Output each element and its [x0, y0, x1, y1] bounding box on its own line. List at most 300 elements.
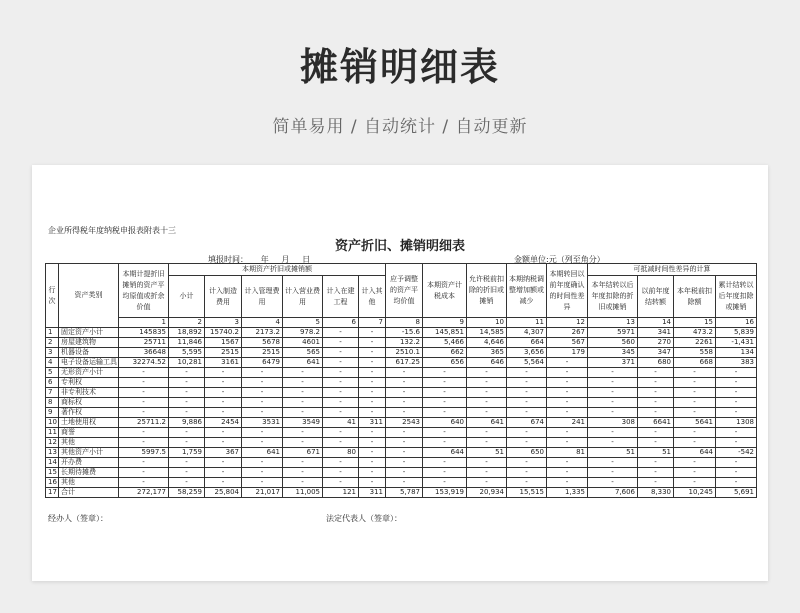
column-number: 6	[323, 318, 359, 328]
value-cell: 646	[467, 358, 507, 368]
value-cell: -	[323, 428, 359, 438]
category-cell: 电子设备运输工具	[59, 358, 119, 368]
value-cell: -	[283, 378, 323, 388]
value-cell: -	[359, 328, 386, 338]
value-cell: -	[283, 428, 323, 438]
value-cell: -	[205, 458, 242, 468]
value-cell: -	[205, 478, 242, 488]
value-cell: -	[119, 388, 169, 398]
value-cell: -	[205, 468, 242, 478]
value-cell: 4,646	[467, 338, 507, 348]
page-subtitle: 简单易用 / 自动统计 / 自动更新	[272, 117, 528, 137]
value-cell: -	[283, 398, 323, 408]
value-cell: -	[169, 388, 205, 398]
value-cell: -	[674, 438, 716, 448]
value-cell: 21,017	[242, 488, 283, 498]
form-id: 企业所得税年度纳税申报表附表十三	[48, 226, 176, 235]
header-col-6: 计入在建工程	[323, 276, 359, 318]
value-cell: -	[323, 338, 359, 348]
value-cell: 565	[283, 348, 323, 358]
value-cell: -	[467, 378, 507, 388]
category-cell: 机器设备	[59, 348, 119, 358]
value-cell: -	[386, 428, 423, 438]
table-row	[46, 448, 757, 458]
value-cell: -	[507, 428, 547, 438]
value-cell: -	[638, 428, 674, 438]
category-cell: 其他	[59, 478, 119, 488]
category-cell: 开办费	[59, 458, 119, 468]
value-cell: -	[423, 428, 467, 438]
value-cell: 473.2	[674, 328, 716, 338]
value-cell: -	[359, 358, 386, 368]
value-cell: 9,886	[169, 418, 205, 428]
value-cell: -	[674, 388, 716, 398]
row-number: 7	[46, 388, 59, 398]
value-cell: -	[386, 388, 423, 398]
value-cell: 5641	[674, 418, 716, 428]
column-number: 3	[205, 318, 242, 328]
value-cell: -	[547, 478, 588, 488]
value-cell: -	[588, 368, 638, 378]
value-cell: 8,330	[638, 488, 674, 498]
value-cell: 6479	[242, 358, 283, 368]
document-sheet	[32, 165, 768, 581]
value-cell: -	[119, 408, 169, 418]
value-cell: 5997.5	[119, 448, 169, 458]
value-cell: -	[323, 388, 359, 398]
value-cell: 51	[638, 448, 674, 458]
value-cell: -	[242, 408, 283, 418]
category-cell: 著作权	[59, 408, 119, 418]
value-cell: -	[323, 468, 359, 478]
value-cell: 5,787	[386, 488, 423, 498]
value-cell: -	[169, 468, 205, 478]
value-cell: 270	[638, 338, 674, 348]
header-col-4: 计入管理费用	[242, 276, 283, 318]
value-cell: -	[638, 438, 674, 448]
value-cell: -	[638, 368, 674, 378]
value-cell: 51	[588, 448, 638, 458]
table-body	[46, 328, 757, 498]
column-number: 14	[638, 318, 674, 328]
value-cell: 2454	[205, 418, 242, 428]
value-cell: -	[242, 468, 283, 478]
value-cell: -	[323, 348, 359, 358]
column-number: 16	[716, 318, 757, 328]
value-cell: -15.6	[386, 328, 423, 338]
value-cell: 664	[507, 338, 547, 348]
value-cell: 674	[507, 418, 547, 428]
value-cell: 179	[547, 348, 588, 358]
header-rownum: 行次	[46, 264, 59, 328]
value-cell: -	[119, 438, 169, 448]
value-cell: 25711.2	[119, 418, 169, 428]
column-number: 5	[283, 318, 323, 328]
value-cell: 11,005	[283, 488, 323, 498]
value-cell: -1,431	[716, 338, 757, 348]
value-cell: 58,259	[169, 488, 205, 498]
value-cell: 5678	[242, 338, 283, 348]
table-row	[46, 488, 757, 498]
value-cell: -	[638, 458, 674, 468]
value-cell: -	[638, 468, 674, 478]
value-cell: 10,245	[674, 488, 716, 498]
header-col-9: 本期资产计税成本	[423, 264, 467, 318]
table-row	[46, 358, 757, 368]
value-cell: -	[359, 408, 386, 418]
value-cell: -	[716, 398, 757, 408]
value-cell: -	[507, 378, 547, 388]
page-title: 摊销明细表	[299, 45, 500, 89]
value-cell: -	[242, 428, 283, 438]
header-col-15: 本年税前扣除额	[674, 276, 716, 318]
value-cell: 2543	[386, 418, 423, 428]
value-cell: -	[283, 388, 323, 398]
value-cell: -	[386, 448, 423, 458]
row-number: 2	[46, 338, 59, 348]
value-cell: -	[716, 458, 757, 468]
value-cell: -	[716, 408, 757, 418]
value-cell: -	[467, 428, 507, 438]
row-number: 4	[46, 358, 59, 368]
value-cell: -	[674, 368, 716, 378]
value-cell: 656	[423, 358, 467, 368]
value-cell: 15,515	[507, 488, 547, 498]
value-cell: -	[588, 388, 638, 398]
header-col-12: 本期转回以前年度确认的时间性差异	[547, 264, 588, 318]
value-cell: 3531	[242, 418, 283, 428]
row-number: 13	[46, 448, 59, 458]
value-cell: 5,466	[423, 338, 467, 348]
row-number: 10	[46, 418, 59, 428]
value-cell: 5,564	[507, 358, 547, 368]
row-number: 15	[46, 468, 59, 478]
value-cell: -	[507, 368, 547, 378]
value-cell: -	[716, 438, 757, 448]
value-cell: 145,851	[423, 328, 467, 338]
value-cell: -	[169, 398, 205, 408]
value-cell: 32274.52	[119, 358, 169, 368]
value-cell: -	[386, 438, 423, 448]
value-cell: 644	[674, 448, 716, 458]
value-cell: 6641	[638, 418, 674, 428]
value-cell: -	[169, 478, 205, 488]
value-cell: 3549	[283, 418, 323, 428]
value-cell: -	[169, 438, 205, 448]
value-cell: -	[547, 458, 588, 468]
value-cell: -	[716, 368, 757, 378]
value-cell: -	[507, 388, 547, 398]
value-cell: -	[205, 388, 242, 398]
value-cell: -	[359, 388, 386, 398]
header-group-depreciation: 本期资产折旧或摊销额	[169, 264, 386, 276]
value-cell: -	[242, 388, 283, 398]
value-cell: -	[323, 328, 359, 338]
row-number: 16	[46, 478, 59, 488]
value-cell: 5,691	[716, 488, 757, 498]
table-row	[46, 328, 757, 338]
row-number: 12	[46, 438, 59, 448]
value-cell: -	[674, 378, 716, 388]
value-cell: 345	[588, 348, 638, 358]
value-cell: 3161	[205, 358, 242, 368]
value-cell: -	[169, 368, 205, 378]
header-col-2: 小计	[169, 276, 205, 318]
value-cell: 650	[507, 448, 547, 458]
value-cell: -	[359, 378, 386, 388]
table-row	[46, 388, 757, 398]
value-cell: -	[638, 478, 674, 488]
value-cell: 25711	[119, 338, 169, 348]
value-cell: 10,281	[169, 358, 205, 368]
value-cell: 272,177	[119, 488, 169, 498]
value-cell: 5971	[588, 328, 638, 338]
value-cell: 308	[588, 418, 638, 428]
value-cell: -	[119, 478, 169, 488]
category-cell: 非专利技术	[59, 388, 119, 398]
value-cell: 640	[423, 418, 467, 428]
value-cell: -	[674, 408, 716, 418]
value-cell: -	[283, 438, 323, 448]
value-cell: -	[242, 478, 283, 488]
column-number: 8	[386, 318, 423, 328]
value-cell: 978.2	[283, 328, 323, 338]
column-number: 15	[674, 318, 716, 328]
value-cell: -	[169, 408, 205, 418]
header-col-11: 本期纳税调整增加额或减少	[507, 264, 547, 318]
table-row	[46, 458, 757, 468]
value-cell: -	[359, 398, 386, 408]
value-cell: 5,839	[716, 328, 757, 338]
value-cell: -	[283, 468, 323, 478]
value-cell: 3,656	[507, 348, 547, 358]
table-row	[46, 338, 757, 348]
value-cell: 1308	[716, 418, 757, 428]
value-cell: -	[507, 458, 547, 468]
value-cell: -	[716, 478, 757, 488]
value-cell: -	[507, 398, 547, 408]
value-cell: 1567	[205, 338, 242, 348]
value-cell: -	[467, 368, 507, 378]
legal-rep-signature-label: 法定代表人（签章）：	[326, 514, 402, 523]
value-cell: -	[674, 398, 716, 408]
value-cell: -	[242, 378, 283, 388]
value-cell: -	[507, 468, 547, 478]
value-cell: -	[423, 378, 467, 388]
value-cell: -	[242, 458, 283, 468]
value-cell: 153,919	[423, 488, 467, 498]
column-number: 2	[169, 318, 205, 328]
category-cell: 其他资产小计	[59, 448, 119, 458]
value-cell: 36648	[119, 348, 169, 358]
document-title: 资产折旧、摊销明细表	[334, 239, 465, 254]
value-cell: 641	[242, 448, 283, 458]
value-cell: -	[359, 428, 386, 438]
value-cell: -	[547, 468, 588, 478]
value-cell: -542	[716, 448, 757, 458]
value-cell: -	[588, 378, 638, 388]
value-cell: 2510.1	[386, 348, 423, 358]
value-cell: 371	[588, 358, 638, 368]
header-col-16: 累计结转以后年度扣除或摊销	[716, 276, 757, 318]
value-cell: -	[386, 378, 423, 388]
value-cell: 134	[716, 348, 757, 358]
value-cell: -	[119, 368, 169, 378]
value-cell: -	[205, 428, 242, 438]
value-cell: -	[359, 338, 386, 348]
value-cell: -	[588, 428, 638, 438]
value-cell: -	[323, 368, 359, 378]
value-cell: -	[205, 408, 242, 418]
column-number: 9	[423, 318, 467, 328]
value-cell: -	[283, 408, 323, 418]
value-cell: -	[386, 458, 423, 468]
value-cell: -	[205, 378, 242, 388]
value-cell: -	[547, 388, 588, 398]
value-cell: 558	[674, 348, 716, 358]
category-cell: 其他	[59, 438, 119, 448]
value-cell: -	[423, 368, 467, 378]
value-cell: -	[242, 438, 283, 448]
value-cell: -	[423, 478, 467, 488]
value-cell: -	[674, 468, 716, 478]
value-cell: 662	[423, 348, 467, 358]
category-cell: 无形资产小计	[59, 368, 119, 378]
value-cell: 51	[467, 448, 507, 458]
header-category: 资产类别	[59, 264, 119, 328]
header-col-14: 以前年度结转额	[638, 276, 674, 318]
value-cell: -	[547, 358, 588, 368]
value-cell: 241	[547, 418, 588, 428]
value-cell: -	[674, 478, 716, 488]
value-cell: -	[588, 458, 638, 468]
value-cell: 560	[588, 338, 638, 348]
value-cell: -	[386, 408, 423, 418]
value-cell: 311	[359, 488, 386, 498]
table-row	[46, 428, 757, 438]
header-col-1: 本期计提折旧摊销的资产平均原值或折余价值	[119, 264, 169, 318]
row-number: 9	[46, 408, 59, 418]
table-row	[46, 398, 757, 408]
category-cell: 固定资产小计	[59, 328, 119, 338]
column-number: 13	[588, 318, 638, 328]
value-cell: -	[547, 368, 588, 378]
value-cell: -	[716, 428, 757, 438]
table-row	[46, 368, 757, 378]
value-cell: -	[359, 448, 386, 458]
value-cell: -	[423, 458, 467, 468]
value-cell: 2515	[205, 348, 242, 358]
value-cell: 267	[547, 328, 588, 338]
value-cell: -	[467, 468, 507, 478]
value-cell: -	[359, 478, 386, 488]
value-cell: 121	[323, 488, 359, 498]
table-row	[46, 348, 757, 358]
header-col-13: 本年结转以后年度扣除的折旧或摊销	[588, 276, 638, 318]
value-cell: -	[674, 428, 716, 438]
handler-signature-label: 经办人（签章）：	[48, 514, 108, 523]
header-col-7: 计入其他	[359, 276, 386, 318]
value-cell: -	[119, 378, 169, 388]
value-cell: -	[386, 368, 423, 378]
value-cell: -	[359, 368, 386, 378]
value-cell: -	[169, 428, 205, 438]
value-cell: -	[205, 398, 242, 408]
value-cell: -	[323, 438, 359, 448]
header-col-10: 允许税前扣除的折旧或摊销	[467, 264, 507, 318]
value-cell: -	[638, 378, 674, 388]
value-cell: -	[467, 398, 507, 408]
depreciation-table	[45, 263, 757, 498]
value-cell: -	[423, 468, 467, 478]
value-cell: -	[507, 408, 547, 418]
value-cell: -	[588, 398, 638, 408]
header-col-5: 计入营业费用	[283, 276, 323, 318]
value-cell: 367	[205, 448, 242, 458]
value-cell: 365	[467, 348, 507, 358]
value-cell: -	[119, 468, 169, 478]
value-cell: -	[359, 348, 386, 358]
value-cell: 617.25	[386, 358, 423, 368]
value-cell: -	[674, 458, 716, 468]
value-cell: 668	[674, 358, 716, 368]
value-cell: -	[242, 398, 283, 408]
value-cell: -	[386, 478, 423, 488]
category-cell: 土地使用权	[59, 418, 119, 428]
column-number: 12	[547, 318, 588, 328]
value-cell: -	[638, 408, 674, 418]
value-cell: -	[359, 468, 386, 478]
value-cell: 644	[423, 448, 467, 458]
value-cell: -	[716, 468, 757, 478]
value-cell: -	[507, 438, 547, 448]
value-cell: 20,934	[467, 488, 507, 498]
value-cell: -	[283, 478, 323, 488]
value-cell: -	[716, 378, 757, 388]
value-cell: -	[467, 408, 507, 418]
value-cell: -	[359, 438, 386, 448]
value-cell: -	[588, 408, 638, 418]
header-col-8: 应予调整的资产平均价值	[386, 264, 423, 318]
value-cell: -	[359, 458, 386, 468]
column-number: 4	[242, 318, 283, 328]
value-cell: 383	[716, 358, 757, 368]
value-cell: 4,307	[507, 328, 547, 338]
value-cell: 80	[323, 448, 359, 458]
row-number: 1	[46, 328, 59, 338]
value-cell: 2173.2	[242, 328, 283, 338]
row-number: 5	[46, 368, 59, 378]
value-cell: -	[283, 458, 323, 468]
value-cell: -	[323, 408, 359, 418]
column-number-row	[46, 318, 757, 328]
value-cell: -	[169, 458, 205, 468]
category-cell: 专利权	[59, 378, 119, 388]
value-cell: 132.2	[386, 338, 423, 348]
value-cell: -	[467, 478, 507, 488]
value-cell: -	[323, 458, 359, 468]
value-cell: 145835	[119, 328, 169, 338]
value-cell: -	[119, 398, 169, 408]
table-row	[46, 438, 757, 448]
category-cell: 房屋建筑物	[59, 338, 119, 348]
value-cell: -	[323, 358, 359, 368]
value-cell: -	[588, 478, 638, 488]
value-cell: -	[283, 368, 323, 378]
value-cell: -	[467, 458, 507, 468]
value-cell: -	[323, 478, 359, 488]
value-cell: 347	[638, 348, 674, 358]
